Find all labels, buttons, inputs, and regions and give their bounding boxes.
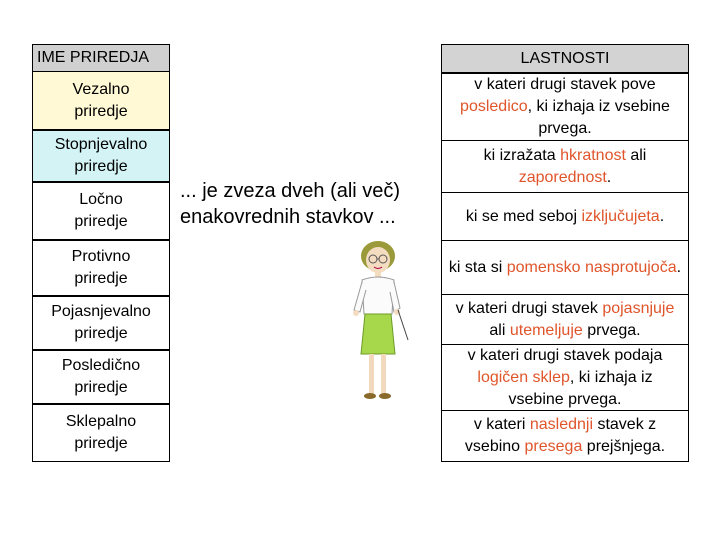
highlight-term: posledico [460,98,528,115]
left-header: IME PRIREDJA [32,44,170,72]
highlight-term: utemeljuje [509,321,583,339]
text-fragment: v kateri drugi stavek [455,299,603,317]
right-item-text [466,206,664,228]
text-fragment: ali [625,146,647,164]
left-item-line2: priredje [74,158,128,175]
text-fragment: . [606,168,612,186]
highlight-term: presega [524,438,583,455]
highlight-term: naslednji [529,416,594,433]
center-line-2: enakovrednih stavkov ... [180,206,396,228]
right-item-text [448,74,682,140]
left-item-line2: priredje [74,379,128,396]
right-item [441,73,689,140]
right-item-text [448,298,682,342]
text-fragment: , ki izhaja iz vsebine prvega. [508,368,653,408]
left-item-line1: Vezalno [72,80,130,98]
right-item [441,192,689,240]
left-item-line1: Stopnjevalno [54,136,148,153]
right-item-text [448,414,682,458]
center-line-1: ... je zveza dveh (ali več) [180,180,401,202]
left-item [32,182,170,240]
center-definition [180,178,442,230]
text-fragment: . [659,207,665,225]
text-fragment: v kateri drugi stavek podaja [467,346,663,364]
left-item-line1: Protivno [71,248,131,265]
text-fragment: . [676,258,682,276]
text-fragment: ki sta si [448,258,507,276]
left-item [32,240,170,296]
text-fragment: prvega. [582,321,641,339]
left-item-line1: Posledično [61,357,141,374]
left-item-line2: priredje [74,270,128,287]
text-fragment: prejšnjega. [582,438,666,455]
left-item-line2: priredje [74,325,128,342]
right-item-text [449,257,681,279]
left-item [32,296,170,350]
left-item-line1: Ločno [79,191,123,208]
highlight-term: zaporednost [518,168,607,186]
right-item [441,240,689,294]
highlight-term: izključujeta [581,207,660,225]
left-item [32,404,170,462]
left-item [32,130,170,182]
text-fragment: ali [489,321,510,339]
left-item [32,72,170,130]
right-item [441,140,689,192]
right-header: LASTNOSTI [441,44,689,73]
text-fragment: v kateri [473,416,530,433]
text-fragment: ki izražata [483,146,561,164]
left-item-line1: Pojasnjevalno [51,303,151,320]
right-item [441,344,689,410]
text-fragment: , ki izhaja iz vsebine prvega. [527,98,670,137]
highlight-term: pojasnjuje [602,299,675,317]
highlight-term: pomensko nasprotujoča [506,258,677,276]
right-item-text [448,345,682,411]
highlight-term: hkratnost [560,146,626,164]
text-fragment: stavek z vsebino [464,416,657,455]
text-fragment: ki se med seboj [465,207,582,225]
left-item-line2: priredje [74,102,128,120]
left-item-line2: priredje [74,213,128,230]
left-item-line1: Sklepalno [65,413,137,430]
teacher-figure-icon [342,232,412,422]
right-item [441,410,689,462]
left-item [32,350,170,404]
highlight-term: logičen sklep [477,368,570,386]
right-item [441,294,689,344]
right-item-text [448,145,682,189]
left-item-line2: priredje [74,435,128,452]
text-fragment: v kateri drugi stavek pove [474,76,656,93]
